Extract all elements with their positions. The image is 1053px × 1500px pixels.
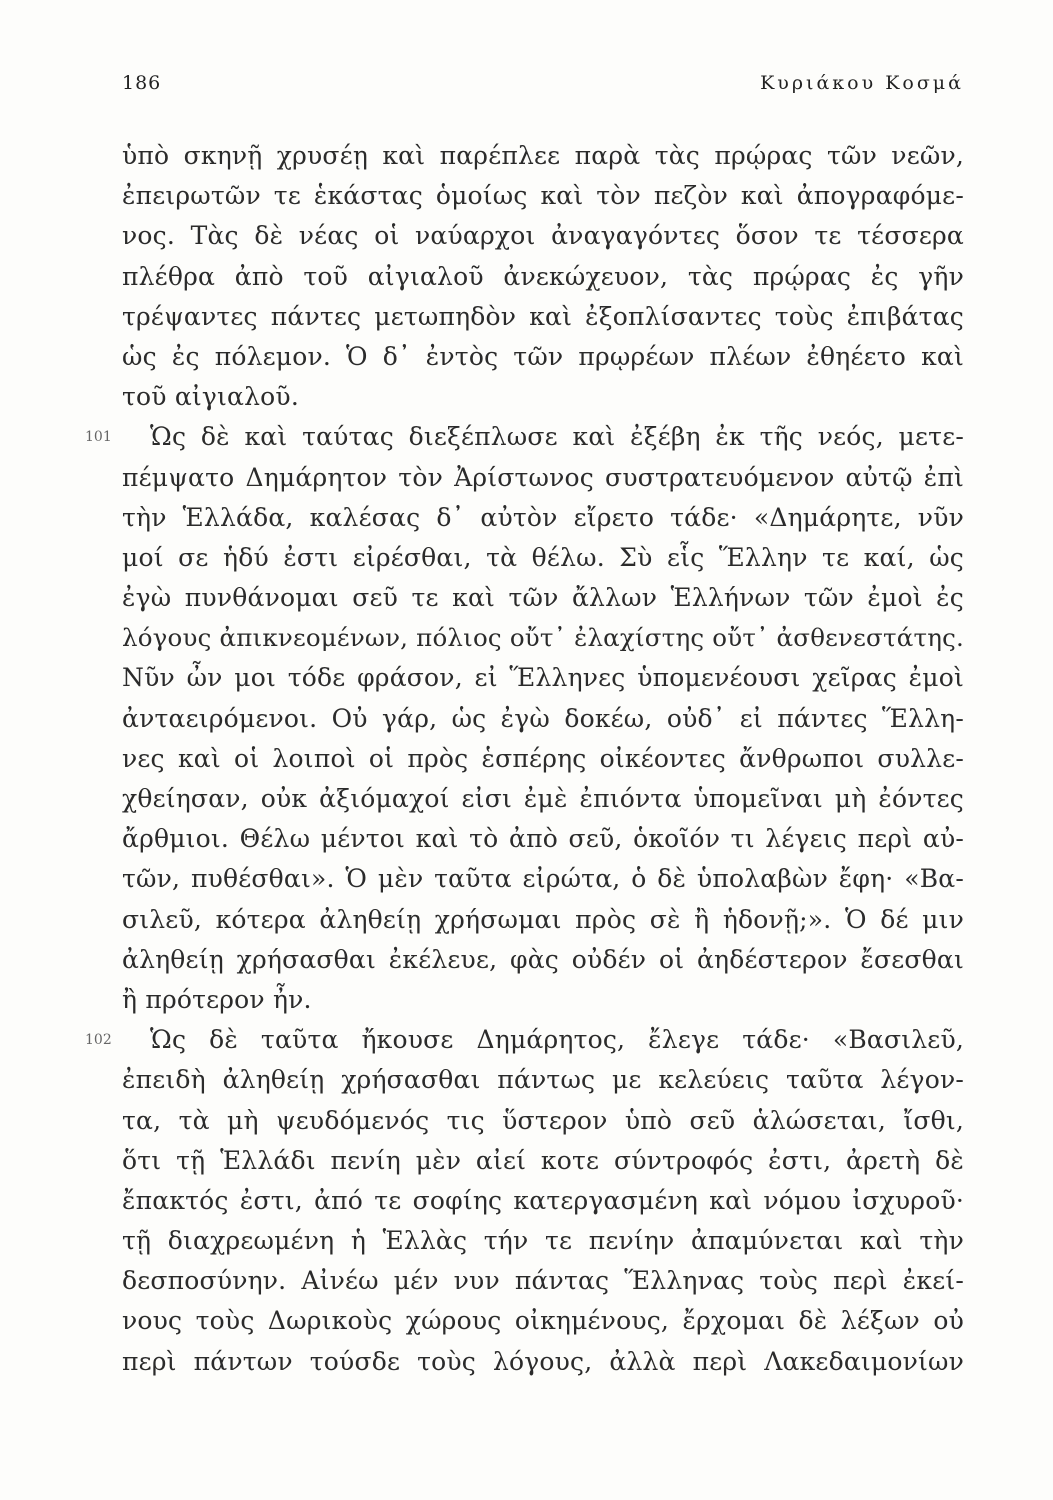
text-line <box>122 1221 964 1261</box>
line-text: χθείησαν, οὐκ ἀξιόμαχοί εἰσι ἐμὲ ἐπιόντα ὑπομεῖναι μὴ ἐόντες <box>122 784 964 813</box>
text-line <box>122 1181 964 1221</box>
text-line <box>122 819 964 859</box>
text-line <box>122 538 964 578</box>
body-text <box>85 136 964 1382</box>
line-text: πέμψατο Δημάρητον τὸν Ἀρίστωνος συστρατευόμενον αὐτῷ ἐπὶ <box>122 462 964 492</box>
running-head <box>122 72 964 112</box>
line-text: Νῦν ὦν μοι τόδε φράσον, εἰ Ἕλληνες ὑπομενέουσι χεῖρας ἐμοὶ <box>122 663 964 693</box>
line-text: λόγους ἀπικνεομένων, πόλιος οὔτ᾽ ἐλαχίστης οὔτ᾽ ἀσθενεστάτης. <box>122 623 964 653</box>
text-line <box>122 578 964 618</box>
line-text: Ὡς δὲ ταῦτα ἤκουσε Δημάρητος, ἔλεγε τάδε· «Βασιλεῦ, <box>150 1025 964 1055</box>
text-line <box>122 1060 964 1100</box>
line-text: τῶν, πυθέσθαι». Ὁ μὲν ταῦτα εἰρώτα, ὁ δὲ ὑπολαβὼν ἔφη· «Βα- <box>122 864 964 894</box>
text-line <box>122 216 964 256</box>
line-text: ἐπειδὴ ἀληθείῃ χρήσασθαι πάντως με κελεύεις ταῦτα λέγον- <box>122 1065 964 1095</box>
line-text: νος. Τὰς δὲ νέας οἱ ναύαρχοι ἀναγαγόντες ὅσον τε τέσσερα <box>122 221 964 251</box>
text-line <box>122 658 964 698</box>
text-line <box>122 940 964 980</box>
line-text: τρέψαντες πάντες μετωπηδὸν καὶ ἐξοπλίσαντες τοὺς ἐπιβάτας <box>122 301 964 331</box>
line-text: τῇ διαχρεωμένη ἡ Ἑλλὰς τήν τε πενίην ἀπαμύνεται καὶ τὴν <box>122 1226 964 1256</box>
line-text: ἄρθμιοι. Θέλω μέντοι καὶ τὸ ἀπὸ σεῦ, ὁκοῖόν τι λέγεις περὶ αὐ- <box>122 824 964 854</box>
text-line <box>122 458 964 498</box>
line-text: τὴν Ἑλλάδα, καλέσας δ᾽ αὐτὸν εἴρετο τάδε· «Δημάρητε, νῦν <box>122 502 964 532</box>
line-text: ἔπακτός ἐστι, ἀπό τε σοφίης κατεργασμένη καὶ νόμου ἰσχυροῦ· <box>122 1185 964 1215</box>
line-text: πλέθρα ἀπὸ τοῦ αἰγιαλοῦ ἀνεκώχευον, τὰς πρῴρας ἐς γῆν <box>122 261 964 291</box>
text-line <box>122 257 964 297</box>
text-line <box>122 176 964 216</box>
text-line <box>122 1101 964 1141</box>
line-text: ὑπὸ σκηνῇ χρυσέῃ καὶ παρέπλεε παρὰ τὰς πρῴρας τῶν νεῶν, <box>122 141 964 170</box>
text-line <box>122 136 964 176</box>
line-text: Ὡς δὲ καὶ ταύτας διεξέπλωσε καὶ ἐξέβη ἐκ τῆς νεός, μετε- <box>150 422 964 452</box>
line-text: ὅτι τῇ Ἑλλάδι πενίη μὲν αἰεί κοτε σύντροφός ἐστι, ἀρετὴ δὲ <box>122 1145 964 1175</box>
line-text: μοί σε ἡδύ ἐστι εἰρέσθαι, τὰ θέλω. Σὺ εἷς Ἕλλην τε καί, ὡς <box>122 542 964 572</box>
text-line <box>122 1301 964 1341</box>
text-line <box>122 779 964 819</box>
line-text: ἀνταειρόμενοι. Οὐ γάρ, ὡς ἐγὼ δοκέω, οὐδ᾽ εἰ πάντες Ἕλλη- <box>122 703 964 733</box>
section-number: 102 <box>85 1032 112 1049</box>
text-line <box>122 337 964 377</box>
line-text: νους τοὺς Δωρικοὺς χώρους οἰκημένους, ἔρχομαι δὲ λέξων οὐ <box>122 1306 964 1336</box>
running-title: Κυριάκου Κοσμά <box>760 72 964 94</box>
text-line <box>122 859 964 899</box>
line-text: δεσποσύνην. Αἰνέω μέν νυν πάντας Ἕλληνας τοὺς περὶ ἐκεί- <box>122 1266 964 1296</box>
text-line <box>122 297 964 337</box>
line-text: ὡς ἐς πόλεμον. Ὁ δ᾽ ἐντὸς τῶν πρῳρέων πλέων ἐθηέετο καὶ <box>122 341 964 371</box>
line-text: ἐγὼ πυνθάνομαι σεῦ τε καὶ τῶν ἄλλων Ἑλλήνων τῶν ἐμοὶ ἐς <box>122 583 964 613</box>
text-line <box>122 900 964 940</box>
text-line <box>122 1141 964 1181</box>
line-text: ἀληθείῃ χρήσασθαι ἐκέλευε, φὰς οὐδέν οἱ ἀηδέστερον ἔσεσθαι <box>122 944 964 974</box>
text-line <box>122 980 964 1020</box>
text-line <box>122 1342 964 1382</box>
page-number: 186 <box>122 72 162 94</box>
text-line <box>122 618 964 658</box>
text-line <box>122 377 964 417</box>
line-text: περὶ πάντων τούσδε τοὺς λόγους, ἀλλὰ περὶ Λακεδαιμονίων <box>122 1346 964 1376</box>
text-line <box>122 1261 964 1301</box>
line-text: τα, τὰ μὴ ψευδόμενός τις ὕστερον ὑπὸ σεῦ ἁλώσεται, ἴσθι, <box>122 1105 964 1135</box>
section-number: 101 <box>85 429 112 446</box>
line-text: τοῦ αἰγιαλοῦ. <box>122 382 299 412</box>
text-line <box>122 739 964 779</box>
line-text: σιλεῦ, κότερα ἀληθείῃ χρήσωμαι πρὸς σὲ ἢ ἡδονῇ;». Ὁ δέ μιν <box>122 904 964 934</box>
line-text: ἐπειρωτῶν τε ἑκάστας ὁμοίως καὶ τὸν πεζὸν καὶ ἀπογραφόμε- <box>122 181 964 211</box>
text-line <box>122 699 964 739</box>
line-text: ἢ πρότερον ἦν. <box>122 984 312 1014</box>
text-line <box>85 1020 964 1060</box>
line-text: νες καὶ οἱ λοιποὶ οἱ πρὸς ἑσπέρης οἰκέοντες ἄνθρωποι συλλε- <box>122 743 964 773</box>
text-line <box>85 417 964 457</box>
text-line <box>122 498 964 538</box>
